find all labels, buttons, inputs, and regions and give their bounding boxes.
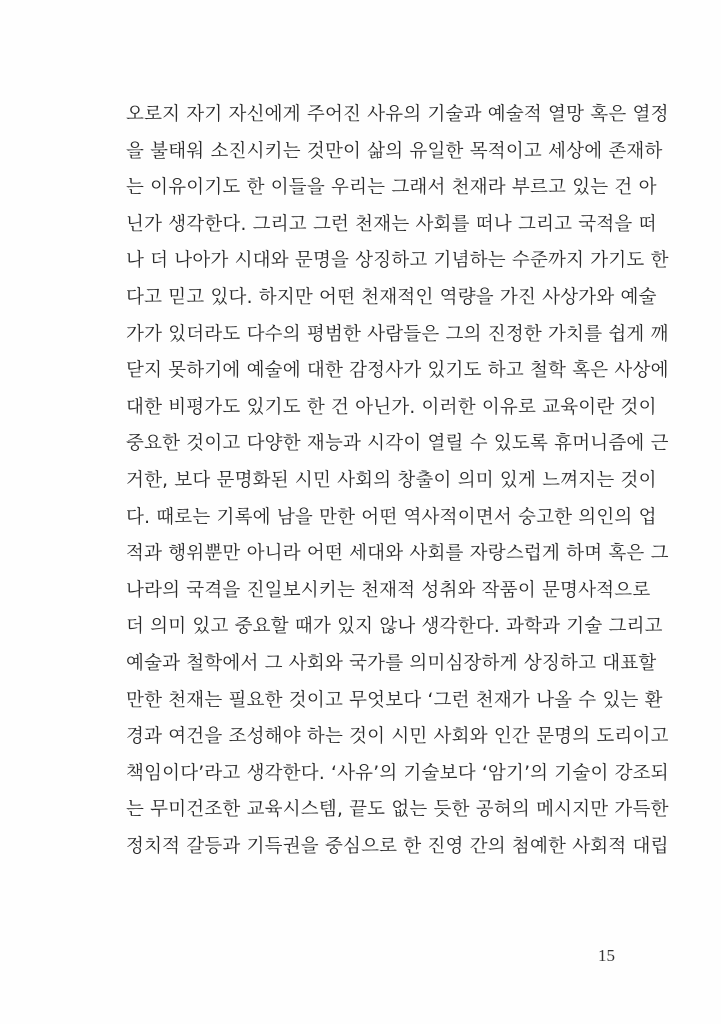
text-line: 가가 있더라도 다수의 평범한 사람들은 그의 진정한 가치를 쉽게 깨 — [126, 323, 669, 345]
text-line: 경과 여건을 조성해야 하는 것이 시민 사회와 인간 문명의 도리이고 — [126, 726, 669, 748]
text-line: 나 더 나아가 시대와 문명을 상징하고 기념하는 수준까지 가기도 한 — [126, 250, 669, 272]
text-line: 을 불태워 소진시키는 것만이 삶의 유일한 목적이고 세상에 존재하 — [126, 140, 663, 162]
text-line: 정치적 갈등과 기득권을 중심으로 한 진영 간의 첨예한 사회적 대립 — [126, 835, 669, 857]
text-line: 적과 행위뿐만 아니라 어떤 세대와 사회를 자랑스럽게 하며 혹은 그 — [126, 543, 669, 565]
text-line: 나라의 국격을 진일보시키는 천재적 성취와 작품이 문명사적으로 — [126, 579, 651, 601]
text-line: 책임이다’라고 생각한다. ‘사유’의 기술보다 ‘암기’의 기술이 강조되 — [126, 762, 669, 784]
text-line: 닫지 못하기에 예술에 대한 감정사가 있기도 하고 철학 혹은 사상에 — [126, 360, 669, 382]
text-line: 는 무미건조한 교육시스템, 끝도 없는 듯한 공허의 메시지만 가득한 — [126, 799, 669, 821]
text-line: 대한 비평가도 있기도 한 건 아닌가. 이러한 이유로 교육이란 것이 — [126, 396, 657, 418]
page-number: 15 — [598, 946, 615, 965]
text-line: 는 이유이기도 한 이들을 우리는 그래서 천재라 부르고 있는 건 아 — [126, 177, 657, 199]
text-line: 닌가 생각한다. 그리고 그런 천재는 사회를 떠나 그리고 국적을 떠 — [126, 213, 657, 235]
text-line: 거한, 보다 문명화된 시민 사회의 창출이 의미 있게 느껴지는 것이 — [126, 469, 657, 491]
text-line: 다고 믿고 있다. 하지만 어떤 천재적인 역량을 가진 사상가와 예술 — [126, 286, 657, 308]
text-line: 오로지 자기 자신에게 주어진 사유의 기술과 예술적 열망 혹은 열정 — [126, 104, 669, 125]
text-line: 만한 천재는 필요한 것이고 무엇보다 ‘그런 천재가 나올 수 있는 환 — [126, 689, 663, 711]
text-line: 중요한 것이고 다양한 재능과 시각이 열릴 수 있도록 휴머니즘에 근 — [126, 433, 669, 455]
text-line: 다. 때로는 기록에 남을 만한 어떤 역사적이면서 숭고한 의인의 업 — [126, 506, 657, 528]
text-line: 예술과 철학에서 그 사회와 국가를 의미심장하게 상징하고 대표할 — [126, 652, 657, 674]
text-line: 더 의미 있고 중요할 때가 있지 않나 생각한다. 과학과 기술 그리고 — [126, 616, 663, 638]
body-paragraph — [126, 97, 669, 865]
